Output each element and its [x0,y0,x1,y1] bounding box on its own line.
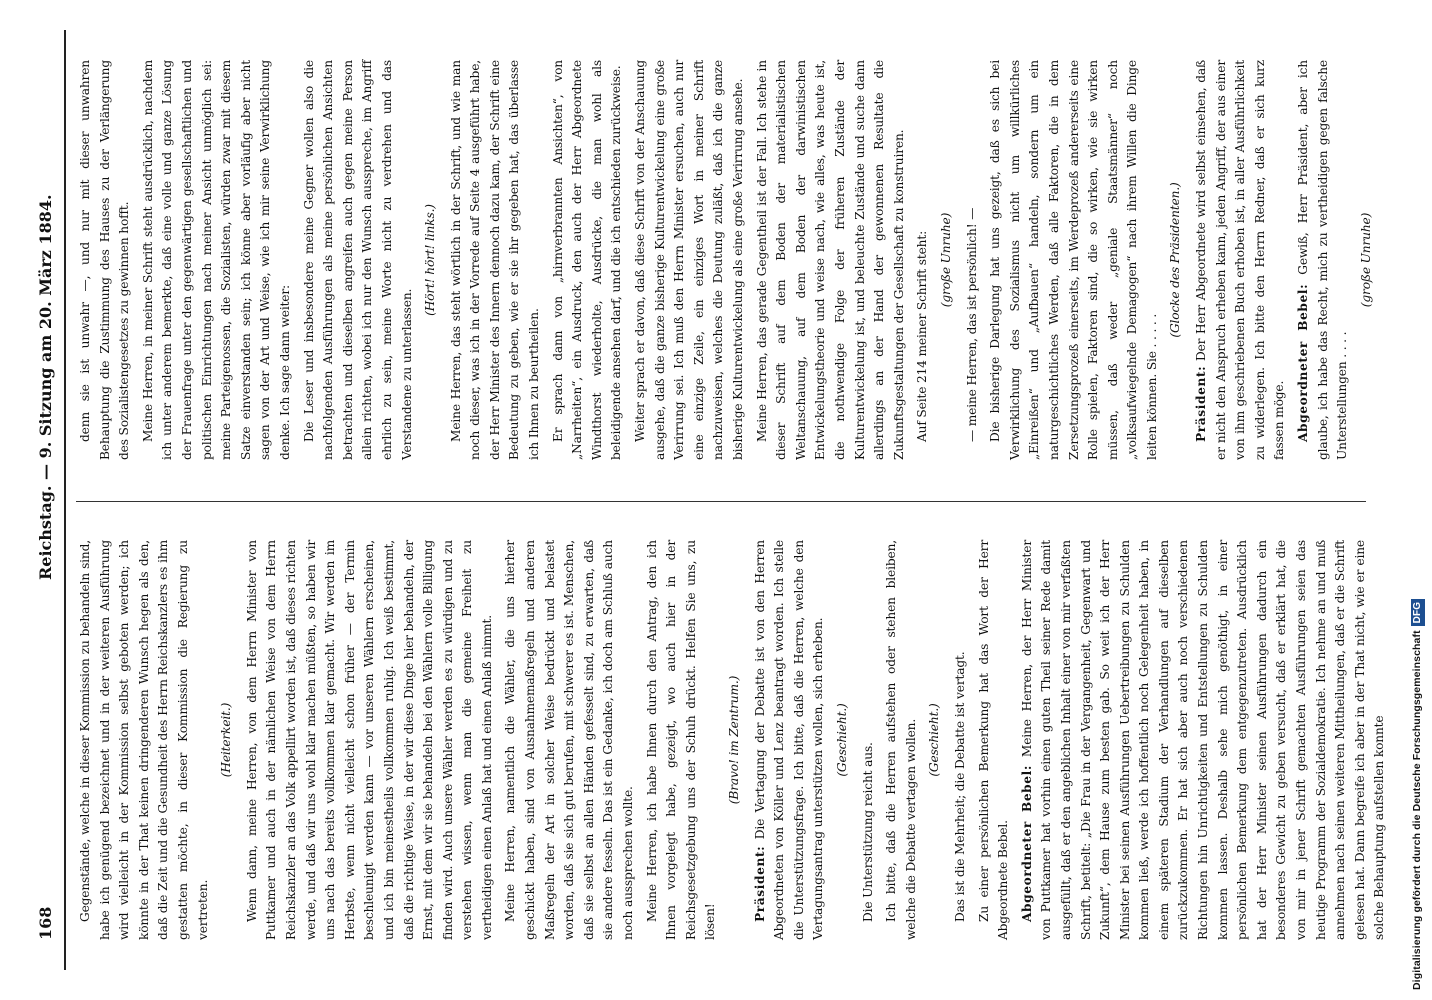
paragraph [643,540,721,940]
page-header [32,20,62,980]
paragraph [913,60,933,460]
paragraph [447,60,545,460]
paragraph-text: Weiter sprach er davon, daß diese Schrift von der Anschauung ausgehe, daß die ganze bisherige Kulturentwickelung eine große Verirrung sei. Ich muß den Herrn Minister ersuchen, auch nur eine einzige Zeile, ein einziges Wort in meiner Schrift nachzuweisen, welches die Deutung zuläßt, daß ich die ganze bisherige Kulturentwickelung als eine große Verirrung ansehe. [633,60,745,460]
paragraph [501,540,638,940]
paragraph [631,60,749,460]
paragraph-text: Gegenstände, welche in dieser Kommission zu behandeln sind, habe ich genügend bezeichnet und in der weiteren Ausführung wird vielleicht in der Kommission selbst geboten werden; ich könnte in der That keinen dringenderen Wunsch hegen als den, daß die Zeit und die Gesundheit des Herrn Reichskanzlers es ihm gestatten möchte, in dieser Kommission die Regierung zu vertreten. [78,540,210,940]
paragraph-text: (Heiterkeit.) [219,702,234,778]
page-number: 168 [36,906,55,940]
paragraph-text: Ich bitte, daß die Herren aufstehen oder stehen bleiben, welche die Debatte vertagen wollen. [884,540,918,940]
rotated-page-content [20,20,1400,980]
paragraph-text: Wenn dann, meine Herren, von dem Herrn Minister von Puttkamer und auch in der nämlichen Weise von dem Herrn Reichskanzler an das Volk appellirt worden ist, daß dieses richten werde, und daß wir uns wohl klar machen müßten, so haben wir uns nach das bereits vollkommen klar gemacht. Wir werden im Herbste, wenn nicht vielleicht schon früher — der Termin beschleunigt werden kann — vor unseren Wählern erscheinen, und ich bin meinestheils vollkommen ruhig. Ich weiß bestimmt, daß die richtige Weise, in der wir diese Dinge hier behandeln, der Ernst, mit dem wir sie behandeln bei den Wählern volle Billigung finden wird. Auch unsere Wähler werden es zu würdigen und zu verstehen wissen, wenn man die gemeine Freiheit zu vertheidigen einen Anlaß hat und einen Anlaß nimmt. [244,540,494,940]
paragraph-text: Auf Seite 214 meiner Schrift steht: [915,230,930,442]
paragraph-text: Meine Herren, ich habe Ihnen durch den Antrag, den ich Ihnen vorgelegt habe, gezeigt, wo auch hier in der Reichsgesetzgebung uns der Schuh drückt. Helfen Sie uns, zu lösen! [644,540,718,940]
paragraph [951,540,971,940]
header-rule [64,30,66,970]
paragraph [1357,60,1377,460]
column-divider [76,501,1366,502]
digitization-note: Digitalisierung gefördert durch die Deutsche Forschungsgemeinschaft [1411,630,1423,990]
paragraph-text: (große Unruhe) [1358,212,1373,308]
paragraph-text: Der Herr Abgeordnete wird selbst einsehen, daß er nicht den Anspruch erheben kann, jeden Angriff, der aus einer von ihm geschriebenen Buch erhoben ist, in aller Ausführlichkeit zu widerlegen. Ich bitte den Herrn Redner, daß er sich kurz fassen möge. [1194,60,1287,460]
paragraph [421,60,441,460]
speaker-label: Abgeordneter Bebel: [1019,765,1034,922]
paragraph [751,540,829,940]
paragraph [975,540,1014,940]
paragraph-text: Meine Herren, das steht wörtlich in der Schrift, und wie man noch dieser, was ich in der Vorrede auf Seite 4 ausgeführt habe, der Herr Minister des Innern dennoch dazu kam, der Schrift eine Bedeutung zu geben, wie er sie ihr gegeben hat, das überlasse ich Ihnen zu beurtheilen. [448,60,542,460]
paragraph [937,60,957,460]
paragraph [986,60,1162,460]
paragraph [139,60,296,460]
paragraph [725,540,745,940]
digitization-credit [1400,0,1430,1000]
right-text-column [76,60,1373,460]
page-title: Reichstag. — 9. Sitzung am 20. März 1884. [36,194,55,580]
paragraph-text: Meine Herren, das gerade Gegentheil ist der Fall. Ich stehe in dieser Schrift auf dem Boden der materialistischen Weltanschauung, auf dem Boden der darwinistischen Entwickelungstheorie und weise nach, wie alles, was heute ist, die nothwendige Folge der früheren Zustände der Kulturentwickelung ist, und beleuchte Zustände und suche dann allerdings an der Hand der gewonnenen Resultate die Zukunftsgestaltungen der Gesellschaft zu konstruiren. [754,60,906,460]
paragraph-text: Er sprach dann von „hirnverbrannten Ansichten“, von „Narrheiten“, ein Ausdruck, den auch der Herr Abgeordnete Windthorst wiederholte, Ausdrücke, die man wohl als beleidigende ansehen darf, und die ich entschieden zurückweise. [550,60,624,460]
paragraph [1294,60,1353,460]
dfg-logo: DFG [1411,599,1425,626]
digitization-credit-text [1402,0,1432,990]
paragraph-text: — meine Herren, das ist persönlich! — [964,207,979,442]
paragraph [300,60,418,460]
paragraph [882,540,921,940]
paragraph-text: Meine Herren, in meiner Schrift steht ausdrücklich, nachdem ich unter anderem bemerkte, daß eine volle und ganze Lösung der Frauenfrage unter den gegenwärtigen gesellschaftlichen und politischen Einrichtungen nach meiner Ansicht unmöglich sei: meine Parteigenossen, die Sozialisten, würden zwar mit diesem Satze einverstanden sein; ich könne aber vorläufig aber nicht sagen von der Art und Weise, wie ich mir seine Verwirklichung denke. Ich sage dann weiter: [140,60,292,460]
paragraph [963,60,983,460]
paragraph [1018,540,1390,940]
paragraph-text: denn sie ist unwahr —, und nur mit dieser unwahren Behauptung die Zustimmung des Hauses zu der Verlängerung des Sozialistengesetzes zu gewinnen hofft. [78,60,132,460]
paragraph-text: Zu einer persönlichen Bemerkung hat das Wort der Herr Abgeordnete Bebel. [976,540,1011,940]
paragraph [833,540,853,940]
left-text-column [76,539,1387,940]
paragraph-text: (Hört! hört! links.) [423,204,438,316]
paragraph [753,60,910,460]
paragraph-text: (Bravo! im Zentrum.) [727,675,741,805]
speaker-label: Präsident: [752,845,767,922]
paragraph [549,60,627,460]
paragraph [859,540,879,940]
paragraph-text: Die Vertagung der Debatte ist von den Herren Abgeordneten von Köller und Lenz beantragt worden. Ich stelle die Unterstützungsfrage. Ich bitte, daß die Herren, welche den Vertagungsantrag unterstützen wollen, sich erheben. [752,540,826,940]
paragraph-text: (Geschieht.) [834,703,849,777]
paragraph-text: (Geschieht.) [927,703,942,777]
paragraph [1192,60,1290,460]
paragraph [925,540,945,940]
speaker-label: Präsident: [1194,365,1209,442]
paragraph-text: (Glocke des Präsidenten.) [1168,182,1183,338]
paragraph-text: Die Unterstützung reicht aus. [860,742,875,922]
paragraph [1166,60,1186,460]
paragraph-text: Die Leser und insbesondere meine Gegner wollen also die nachfolgenden Ausführungen als meine persönlichen Ansichten betrachten und dieselben angreifen auch gegen meine Person allein richten, wobei ich nur den Wunsch ausspreche, im Angriff ehrlich zu sein, meine Worte nicht zu verdrehen und das Verstandene zu unterlassen. [301,60,414,460]
paragraph-text: (große Unruhe) [938,212,953,308]
paragraph-text: Gewiß, Herr Präsident, aber ich glaube, ich habe das Recht, mich zu vertheidigen gegen falsche Unterstellungen . . . . [1296,60,1350,460]
paragraph [217,540,237,940]
paragraph [76,60,135,460]
paragraph-text: Meine Herren, namentlich die Wähler, die uns hierher geschickt haben, sind von Ausnahmemaßregeln und anderen Maßregeln der Art in solcher Weise bedrückt und belastet worden, daß sie sich gut berufen, mit schwerer es ist. Menschen, daß sie selbst an allen Händen gefesselt sind, zu erwarten, daß sie andere fesseln. Das ist ein Gedanke, ich doch am Schluß auch noch aussprechen wollte. [503,540,636,940]
paragraph-text: Meine Herren, der Herr Minister von Puttkamer hat vorhin einen guten Theil seiner Rede damit ausgefüllt, daß er den angeblichen Inhalt einer von mir verfaßten Schrift, betitelt: „Die Frau in der Vergangenheit, Gegenwart und Zukunft“, dem Hause zum besten gab. So weit ich der Herr Minister bei seinen Ausführungen Uebertreibungen zu Schulden kommen ließ, werde ich hoffentlich noch Gelegenheit haben, in einem späteren Stadium der Verhandlungen auf dieselben zurückzukommen. Er hat sich aber auch noch verschiedenen Richtungen hin Unrichtigkeiten und Entstellungen zu Schulden kommen lassen. Deshalb sehe mich genöthigt, in einer persönlichen Bemerkung dem entgegenzutreten. Ausdrücklich hat der Herr Minister seinen Ausführungen dadurch ein besonderes Gewicht zu geben versucht, daß er erklärt hat, die von mir in jener Schrift gemachten Ausführungen seien das heutige Programm der Sozialdemokratie. Ich nehme an und muß annehmen nach seinen weiteren Mittheilungen, daß er die Schrift gelesen hat. Dann begreife ich aber in der That nicht, wie er eine solche Behauptung aufstellen konnte [1019,539,1387,940]
speaker-label: Abgeordneter Bebel: [1296,283,1311,442]
paragraph [76,540,213,940]
paragraph-text: Das ist die Mehrheit; die Debatte ist vertagt. [952,651,967,922]
paragraph-text: Die bisherige Darlegung hat uns gezeigt, daß es sich bei Verwirklichung des Sozialismus nicht um willkürliches „Einreißen“ und „Aufbauen“ handeln, sondern um ein naturgeschichtliches Werden, daß alle Faktoren, die in dem Zersetzungsprozeß einerseits, im Werdeprozeß andererseits eine Rolle spielen, Faktoren sind, die so wirken, wie sie wirken müssen, daß weder „geniale Staatsmänner“ noch „volksaufwiegelnde Demagogen“ nach ihrem Willen die Dinge leiten können. Sie . . . . . [988,60,1159,460]
paragraph [243,540,498,940]
